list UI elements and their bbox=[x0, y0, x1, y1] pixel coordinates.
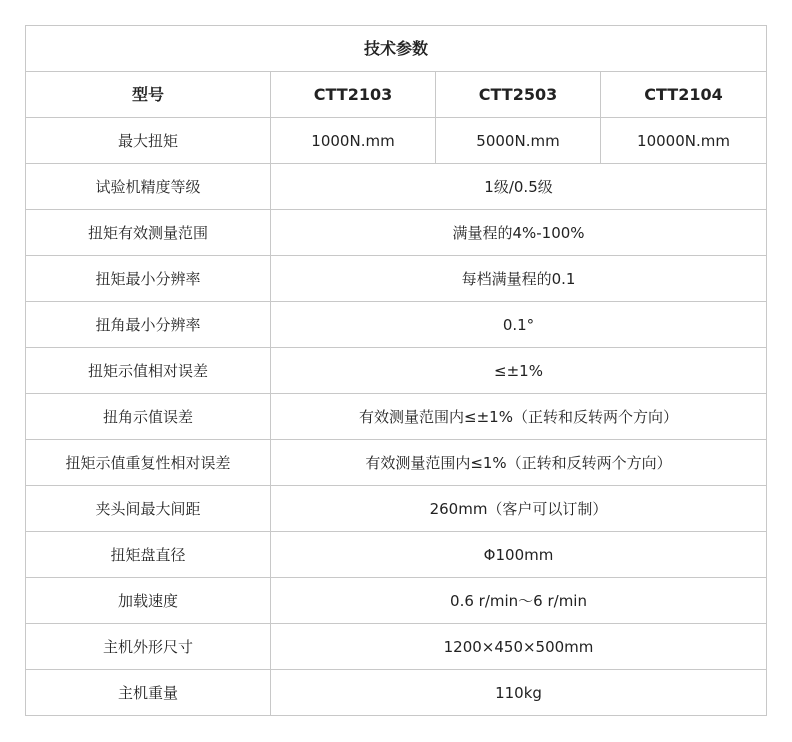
row-value: 满量程的4%-100% bbox=[271, 210, 767, 256]
row-label: 扭矩盘直径 bbox=[26, 532, 271, 578]
row-value: 5000N.mm bbox=[436, 118, 601, 164]
row-label: 扭矩示值相对误差 bbox=[26, 348, 271, 394]
row-value: 260mm（客户可以订制） bbox=[271, 486, 767, 532]
model-cell: CTT2103 bbox=[271, 72, 436, 118]
header-row bbox=[26, 72, 767, 118]
table-row bbox=[26, 348, 767, 394]
row-label: 试验机精度等级 bbox=[26, 164, 271, 210]
row-value: 0.1° bbox=[271, 302, 767, 348]
row-value: 0.6 r/min～6 r/min bbox=[271, 578, 767, 624]
table-row bbox=[26, 210, 767, 256]
table-row bbox=[26, 118, 767, 164]
spec-sheet bbox=[25, 25, 766, 716]
table-row bbox=[26, 486, 767, 532]
row-label: 扭矩最小分辨率 bbox=[26, 256, 271, 302]
row-label: 扭角示值误差 bbox=[26, 394, 271, 440]
row-value: 1200×450×500mm bbox=[271, 624, 767, 670]
row-value: Φ100mm bbox=[271, 532, 767, 578]
row-value: 有效测量范围内≤±1%（正转和反转两个方向） bbox=[271, 394, 767, 440]
row-label: 加载速度 bbox=[26, 578, 271, 624]
table-row bbox=[26, 624, 767, 670]
table-row bbox=[26, 302, 767, 348]
table-row bbox=[26, 578, 767, 624]
model-cell: CTT2503 bbox=[436, 72, 601, 118]
row-value: 10000N.mm bbox=[601, 118, 767, 164]
row-label: 最大扭矩 bbox=[26, 118, 271, 164]
row-value: 1级/0.5级 bbox=[271, 164, 767, 210]
row-label: 扭矩有效测量范围 bbox=[26, 210, 271, 256]
row-value: 有效测量范围内≤1%（正转和反转两个方向） bbox=[271, 440, 767, 486]
table-row bbox=[26, 256, 767, 302]
row-label: 主机外形尺寸 bbox=[26, 624, 271, 670]
table-row bbox=[26, 394, 767, 440]
table-title: 技术参数 bbox=[26, 26, 767, 72]
table-row bbox=[26, 440, 767, 486]
model-cell: CTT2104 bbox=[601, 72, 767, 118]
row-value: 每档满量程的0.1 bbox=[271, 256, 767, 302]
header-label: 型号 bbox=[26, 72, 271, 118]
table-row bbox=[26, 164, 767, 210]
spec-table bbox=[25, 25, 767, 716]
title-row bbox=[26, 26, 767, 72]
row-label: 主机重量 bbox=[26, 670, 271, 716]
row-value: ≤±1% bbox=[271, 348, 767, 394]
row-label: 扭矩示值重复性相对误差 bbox=[26, 440, 271, 486]
row-label: 扭角最小分辨率 bbox=[26, 302, 271, 348]
table-row bbox=[26, 670, 767, 716]
row-value: 110kg bbox=[271, 670, 767, 716]
row-value: 1000N.mm bbox=[271, 118, 436, 164]
table-row bbox=[26, 532, 767, 578]
row-label: 夹头间最大间距 bbox=[26, 486, 271, 532]
